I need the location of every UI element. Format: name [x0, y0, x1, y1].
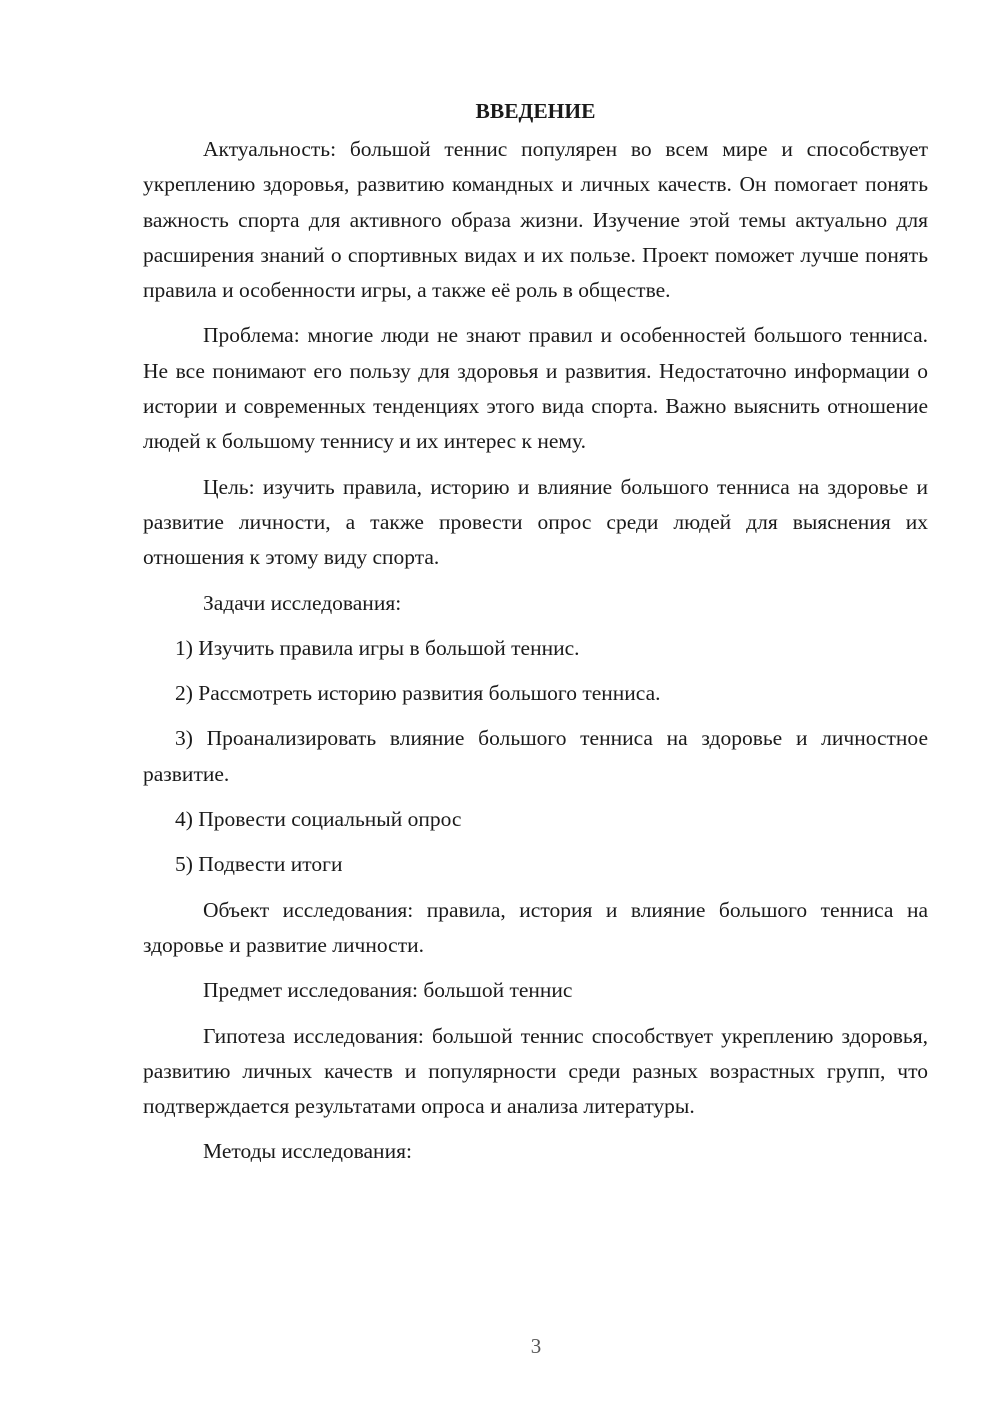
- paragraph-hypothesis: Гипотеза исследования: большой теннис способствует укреплению здоровья, развитию личных качеств и популярности среди разных возрастных групп, что подтверждается результатами опроса и анализа литературы.: [143, 1023, 928, 1119]
- paragraph-object: Объект исследования: правила, история и влияние большого тенниса на здоровье и развитие личности.: [143, 897, 928, 957]
- paragraph-goal: Цель: изучить правила, историю и влияние большого тенниса на здоровье и развитие личности, а также провести опрос среди людей для выяснения их отношения к этому виду спорта.: [143, 474, 928, 570]
- list-item: 3) Проанализировать влияние большого тенниса на здоровье и личностное развитие.: [143, 726, 928, 786]
- list-item: 1) Изучить правила игры в большой теннис.: [175, 635, 580, 660]
- paragraph-problem: Проблема: многие люди не знают правил и особенностей большого тенниса. Не все понимают его пользу для здоровья и развития. Недостаточно информации о истории и современных тенденциях этого вида спорта. Важно выяснить отношение людей к большому теннису и их интерес к нему.: [143, 323, 928, 454]
- list-item: 4) Провести социальный опрос: [175, 807, 462, 832]
- page-number: 3: [530, 1334, 542, 1358]
- methods-heading: Методы исследования:: [203, 1139, 412, 1164]
- document-page: [143, 96, 928, 1180]
- paragraph-subject: Предмет исследования: большой теннис: [203, 978, 573, 1003]
- list-item: 5) Подвести итоги: [175, 852, 343, 877]
- list-item: 2) Рассмотреть историю развития большого тенниса.: [175, 681, 661, 706]
- tasks-heading: Задачи исследования:: [203, 590, 402, 615]
- page-title: ВВЕДЕНИЕ: [475, 99, 596, 123]
- paragraph-relevance: Актуальность: большой теннис популярен во всем мире и способствует укреплению здоровья, развитию командных и личных качеств. Он помогает понять важность спорта для активного образа жизни. Изучение этой темы актуально для расширения знаний о спортивных видах и их пользе. Проект поможет лучше понять правила и особенности игры, а также её роль в обществе.: [143, 137, 928, 303]
